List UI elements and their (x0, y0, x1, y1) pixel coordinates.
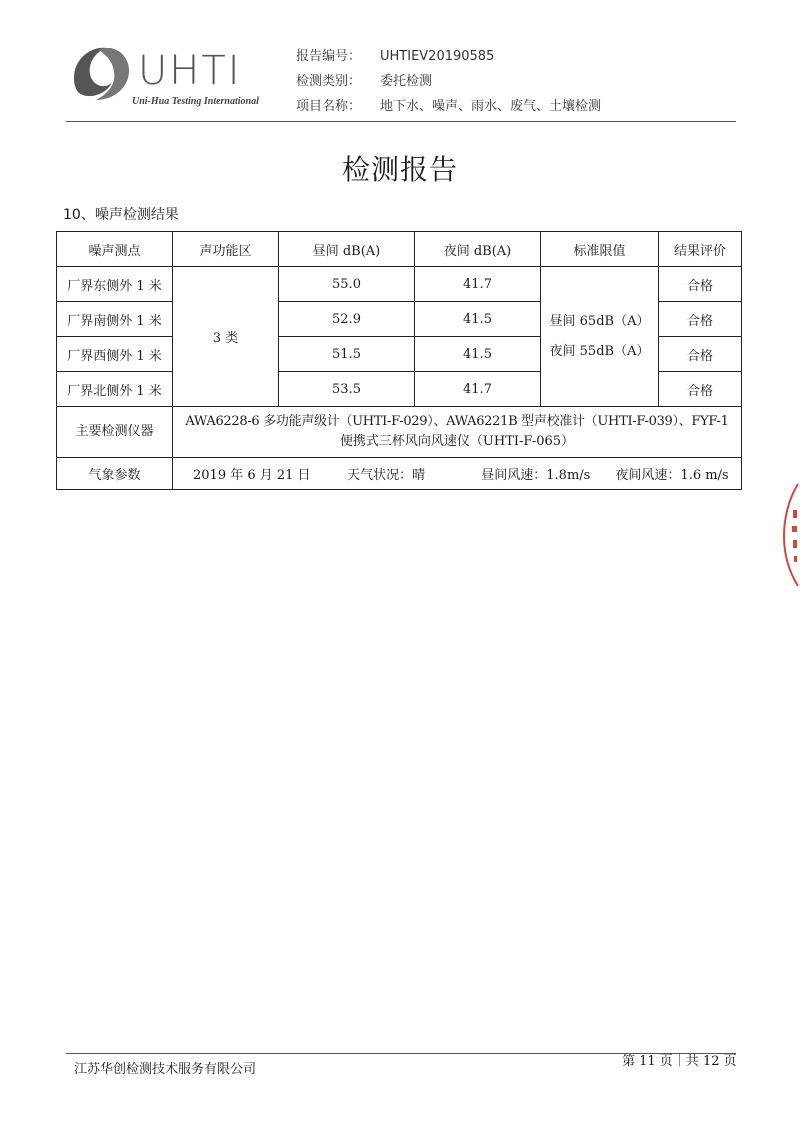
section-heading: 10、噪声检测结果 (63, 207, 179, 223)
noise-results-table (56, 231, 742, 490)
meta-test-category (296, 69, 601, 94)
meta-label: 报告编号： (296, 49, 362, 64)
standard-night: 夜间 55dB（A） (549, 343, 650, 359)
weather-cell (173, 458, 742, 490)
measure-point-cell: 厂界北侧外 1 米 (57, 372, 173, 407)
night-value-cell: 41.5 (415, 302, 541, 337)
meta-value: 地下水、噪声、雨水、废气、土壤检测 (380, 99, 602, 114)
weather-row (57, 458, 742, 490)
column-header: 声功能区 (173, 232, 279, 267)
measure-point-cell: 厂界西侧外 1 米 (57, 337, 173, 372)
result-cell: 合格 (659, 372, 742, 407)
logo-subtitle: Uni-Hua Testing International (132, 96, 259, 107)
day-value-cell: 51.5 (279, 337, 415, 372)
weather-day-wind: 昼间风速：1.8m/s (481, 468, 591, 483)
meta-value: UHTIEV20190585 (380, 49, 495, 64)
meta-label: 检测类别： (296, 74, 362, 89)
result-cell: 合格 (659, 302, 742, 337)
header-divider (66, 121, 736, 122)
meta-report-number (296, 44, 601, 69)
night-value-cell: 41.7 (415, 372, 541, 407)
column-header: 标准限值 (541, 232, 659, 267)
instruments-line: AWA6228-6 多功能声级计（UHTI-F-029）、AWA6221B 型声校准计（UHTI-F-039）、FYF-1 (185, 414, 729, 429)
functional-zone-cell: 3 类 (173, 267, 279, 407)
instruments-row (57, 407, 742, 458)
document-title: 检测报告 (341, 153, 458, 186)
meta-value: 委托检测 (380, 74, 433, 89)
weather-label: 气象参数 (57, 458, 173, 490)
column-header: 昼间 dB(A) (279, 232, 415, 267)
day-value-cell: 55.0 (279, 267, 415, 302)
night-value-cell: 41.7 (415, 267, 541, 302)
meta-label: 项目名称： (296, 99, 362, 114)
standard-day: 昼间 65dB（A） (549, 313, 650, 329)
column-header: 夜间 dB(A) (415, 232, 541, 267)
table-header-row (57, 232, 742, 267)
report-meta (296, 44, 601, 119)
instruments-label: 主要检测仪器 (57, 407, 173, 458)
day-value-cell: 52.9 (279, 302, 415, 337)
footer-company: 江苏华创检测技术服务有限公司 (74, 1062, 257, 1077)
column-header: 结果评价 (659, 232, 742, 267)
instruments-line: 便携式三杯风向风速仪（UHTI-F-065） (339, 434, 575, 449)
standard-limit-cell (541, 267, 659, 407)
instruments-cell (173, 407, 742, 458)
seal-stamp-icon (776, 480, 800, 590)
weather-night-wind: 夜间风速：1.6 m/s (615, 468, 729, 483)
meta-project-name (296, 94, 601, 119)
result-cell: 合格 (659, 337, 742, 372)
page-number: 第 11 页｜共 12 页 (622, 1054, 737, 1069)
night-value-cell: 41.5 (415, 337, 541, 372)
weather-condition: 天气状况：晴 (347, 468, 426, 483)
column-header: 噪声测点 (57, 232, 173, 267)
day-value-cell: 53.5 (279, 372, 415, 407)
table-row (57, 267, 742, 302)
weather-date: 2019 年 6 月 21 日 (193, 468, 311, 483)
measure-point-cell: 厂界南侧外 1 米 (57, 302, 173, 337)
result-cell: 合格 (659, 267, 742, 302)
measure-point-cell: 厂界东侧外 1 米 (57, 267, 173, 302)
logo-wordmark: UHTI (138, 48, 242, 94)
